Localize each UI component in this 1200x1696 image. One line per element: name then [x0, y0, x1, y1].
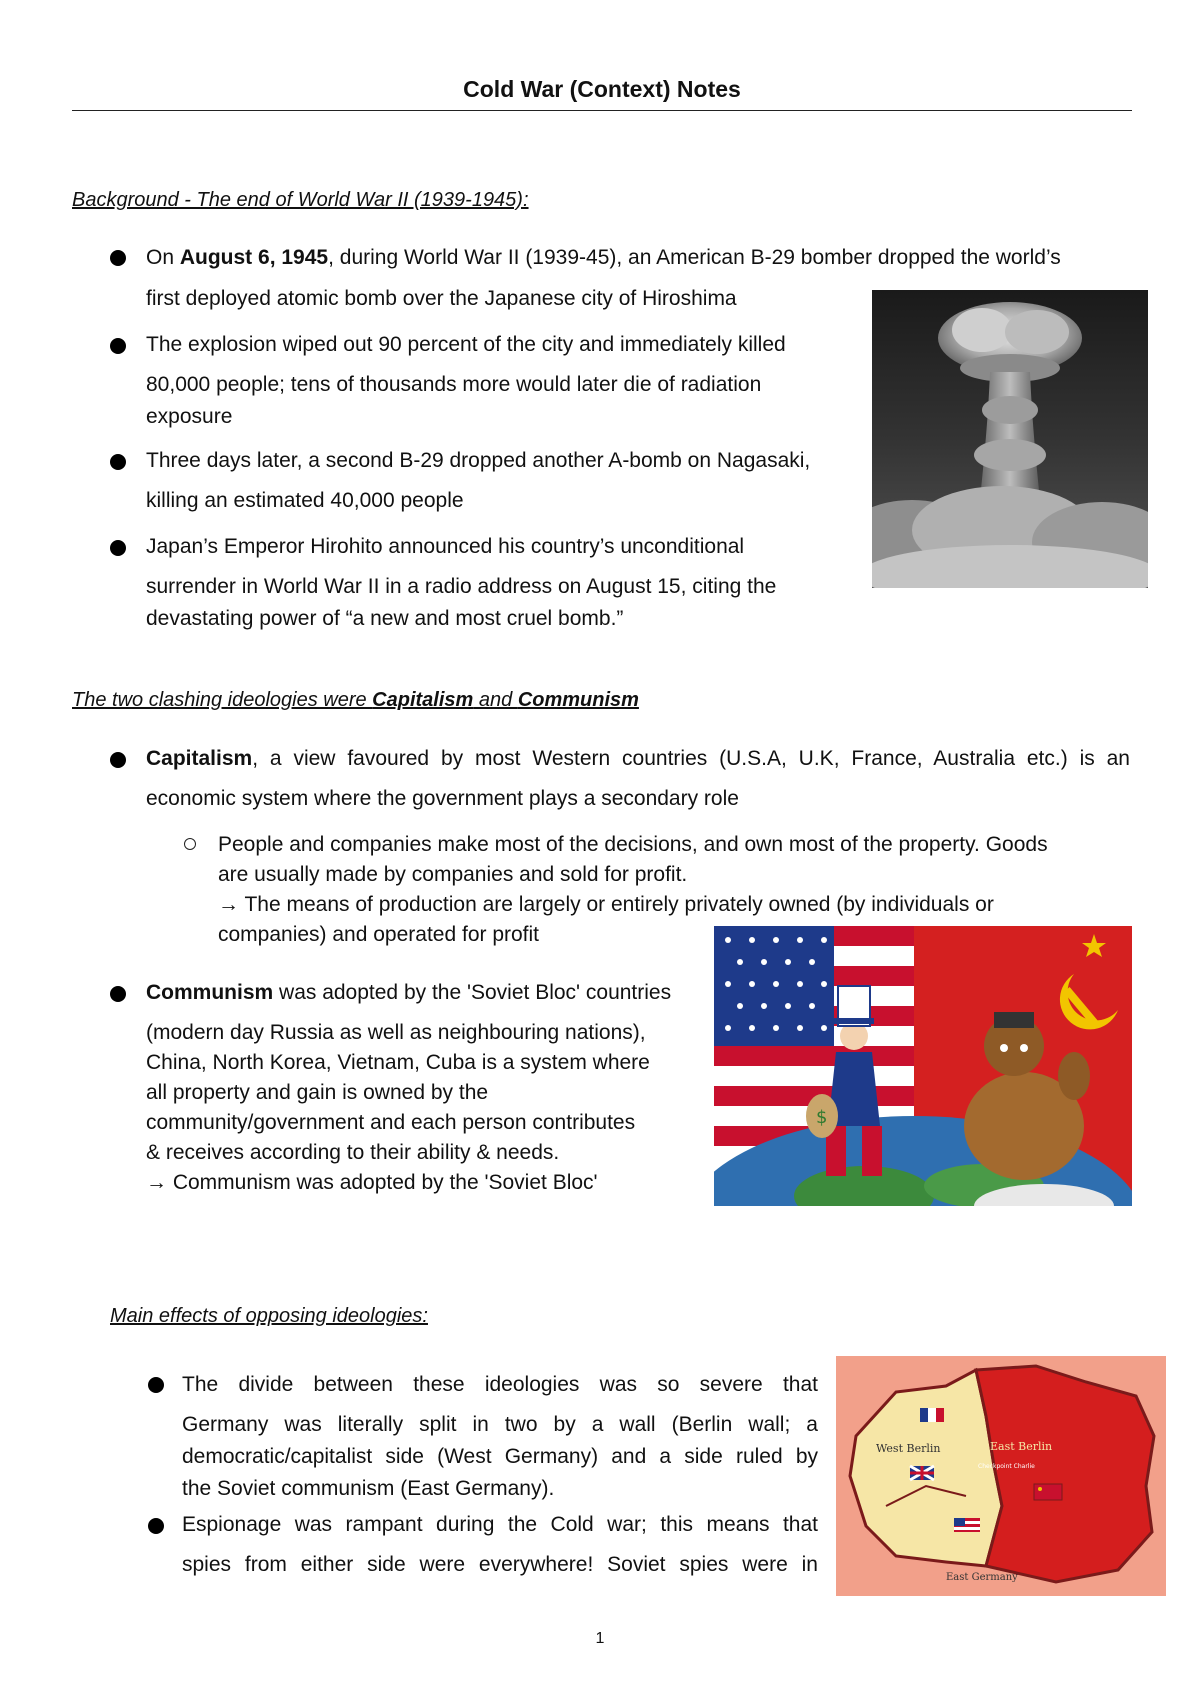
bullet-icon: [110, 338, 126, 354]
uk-flag-icon: [910, 1466, 934, 1480]
section-heading-ideologies: The two clashing ideologies were Capitalism and Communism: [72, 689, 639, 711]
bullet-text: devastating power of “a new and most cruel bomb.”: [146, 607, 624, 630]
usa-vs-ussr-cartoon-image: [714, 926, 1132, 1206]
bullet-text: surrender in World War II in a radio address on August 15, citing the: [146, 575, 777, 598]
bullet-text: economic system where the government plays a secondary role: [146, 787, 739, 810]
bullet-icon: [148, 1377, 164, 1393]
bullet-text: (modern day Russia as well as neighbouring nations),: [146, 1021, 646, 1044]
bullet-text: first deployed atomic bomb over the Japanese city of Hiroshima: [146, 287, 737, 310]
bullet-text: On August 6, 1945, during World War II (1939-45), an American B-29 bomber dropped the world’s: [146, 246, 1061, 269]
bullet-text: China, North Korea, Vietnam, Cuba is a system where: [146, 1051, 650, 1074]
bullet-text: The explosion wiped out 90 percent of the city and immediately killed: [146, 333, 786, 356]
title-rule: [72, 110, 1132, 111]
bullet-icon: [110, 454, 126, 470]
bullet-text: Japan’s Emperor Hirohito announced his country’s unconditional: [146, 535, 745, 558]
bullet-text: Communism was adopted by the 'Soviet Bloc' countries: [146, 981, 672, 1004]
bullet-text: the Soviet communism (East Germany).: [182, 1477, 555, 1500]
bullet-text: 80,000 people; tens of thousands more would later die of radiation: [146, 373, 762, 396]
bullet-text: The divide between these ideologies was so severe that: [182, 1373, 818, 1396]
map-label-west-berlin: West Berlin: [876, 1442, 941, 1455]
page-number: 1: [595, 1630, 605, 1647]
svg-text:$: $: [816, 1107, 828, 1128]
bullet-text: → Communism was adopted by the 'Soviet Bloc': [146, 1171, 598, 1194]
bullet-icon: [110, 752, 126, 768]
berlin-map-svg: [836, 1356, 1166, 1596]
map-label-east-germany: East Germany: [946, 1572, 1018, 1583]
bullet-text: all property and gain is owned by the: [146, 1081, 489, 1104]
bullet-icon: [148, 1518, 164, 1534]
bullet-icon: [110, 986, 126, 1002]
section-heading-effects: Main effects of opposing ideologies:: [110, 1305, 428, 1327]
bullet-text: Germany was literally split in two by a wall (Berlin wall; a: [182, 1413, 818, 1436]
map-label-east-berlin: East Berlin: [990, 1440, 1053, 1453]
bullet-icon: [110, 250, 126, 266]
sub-bullet-icon: [184, 838, 196, 850]
bullet-text: killing an estimated 40,000 people: [146, 489, 464, 512]
section-heading-background: Background - The end of World War II (1939-1945):: [72, 189, 529, 211]
map-label-checkpoint: Checkpoint Charlie: [978, 1463, 1035, 1470]
berlin-divided-map-image: [836, 1356, 1166, 1596]
sub-bullet-text: are usually made by companies and sold for profit.: [218, 863, 688, 886]
bullet-text: Espionage was rampant during the Cold war; this means that: [182, 1513, 818, 1536]
bullet-text: Three days later, a second B-29 dropped another A-bomb on Nagasaki,: [146, 449, 811, 472]
ussr-flag-icon: [1034, 1484, 1062, 1500]
bullet-text: exposure: [146, 405, 233, 428]
bullet-text: & receives according to their ability & needs.: [146, 1141, 560, 1164]
bullet-text: Capitalism, a view favoured by most Western countries (U.S.A, U.K, France, Australia etc.) is an: [146, 747, 1130, 770]
bullet-text: community/government and each person contributes: [146, 1111, 636, 1134]
bullet-text: spies from either side were everywhere! Soviet spies were in: [182, 1553, 818, 1576]
bullet-text: democratic/capitalist side (West Germany) and a side ruled by: [182, 1445, 818, 1468]
sub-bullet-text: companies) and operated for profit: [218, 923, 540, 946]
bullet-icon: [110, 540, 126, 556]
atomic-bomb-mushroom-cloud-image: [872, 290, 1148, 588]
usa-flag-icon: [954, 1518, 980, 1532]
sub-bullet-text: People and companies make most of the decisions, and own most of the property. Goods: [218, 833, 1048, 856]
sub-bullet-text: → The means of production are largely or entirely privately owned (by individuals or: [218, 893, 994, 916]
france-flag-icon: [920, 1408, 944, 1422]
page-title: Cold War (Context) Notes: [463, 76, 741, 102]
